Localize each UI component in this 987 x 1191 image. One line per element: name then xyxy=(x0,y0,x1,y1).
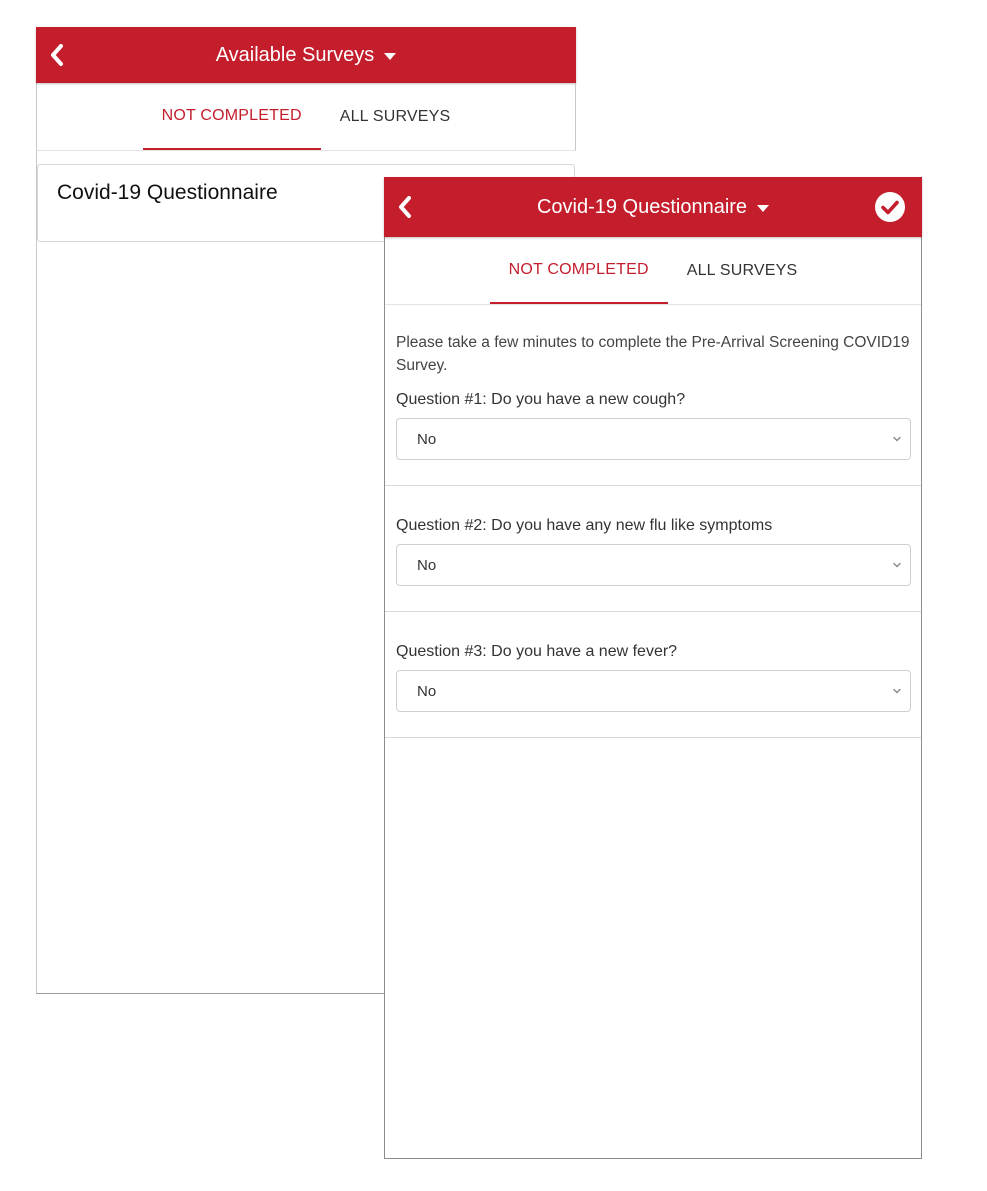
page-title: Available Surveys xyxy=(215,43,375,66)
app-header xyxy=(36,27,576,83)
survey-intro: Please take a few minutes to complete the Pre-Arrival Screening COVID19 Survey. xyxy=(396,334,910,374)
question-label: Question #2: Do you have any new flu like symptoms xyxy=(396,517,773,534)
back-button[interactable] xyxy=(394,193,416,221)
question-label: Question #1: Do you have a new cough? xyxy=(396,391,686,408)
question-block xyxy=(385,377,921,486)
back-button[interactable] xyxy=(46,41,68,69)
check-circle-icon xyxy=(874,191,906,223)
chevron-down-icon xyxy=(892,687,902,695)
survey-tabs xyxy=(385,237,921,305)
header-title-menu[interactable] xyxy=(537,196,769,219)
answer-select[interactable] xyxy=(396,418,911,460)
caret-down-icon xyxy=(384,53,396,60)
page-title: Covid-19 Questionnaire xyxy=(536,195,748,218)
chevron-left-icon xyxy=(397,196,413,218)
chevron-down-icon xyxy=(892,435,902,443)
caret-down-icon xyxy=(757,205,769,212)
survey-title: Covid-19 Questionnaire xyxy=(57,181,278,204)
tab-not-completed[interactable]: NOT COMPLETED xyxy=(143,83,321,150)
submit-button[interactable] xyxy=(874,191,906,223)
tab-all-surveys[interactable]: ALL SURVEYS xyxy=(339,107,451,125)
questionnaire-content xyxy=(385,305,921,738)
app-header xyxy=(384,177,922,237)
questionnaire-screen xyxy=(384,177,922,1159)
header-title-menu[interactable] xyxy=(216,44,397,67)
tab-not-completed[interactable]: NOT COMPLETED xyxy=(490,237,668,304)
answer-value: No xyxy=(417,682,437,700)
answer-value: No xyxy=(417,556,437,574)
tab-all-surveys[interactable]: ALL SURVEYS xyxy=(686,261,798,279)
answer-select[interactable] xyxy=(396,670,911,712)
survey-tabs xyxy=(37,83,576,151)
answer-select[interactable] xyxy=(396,544,911,586)
chevron-down-icon xyxy=(892,561,902,569)
question-block xyxy=(385,486,921,612)
chevron-left-icon xyxy=(49,44,65,66)
answer-value: No xyxy=(417,430,437,448)
question-block xyxy=(385,612,921,738)
question-label: Question #3: Do you have a new fever? xyxy=(396,643,678,660)
